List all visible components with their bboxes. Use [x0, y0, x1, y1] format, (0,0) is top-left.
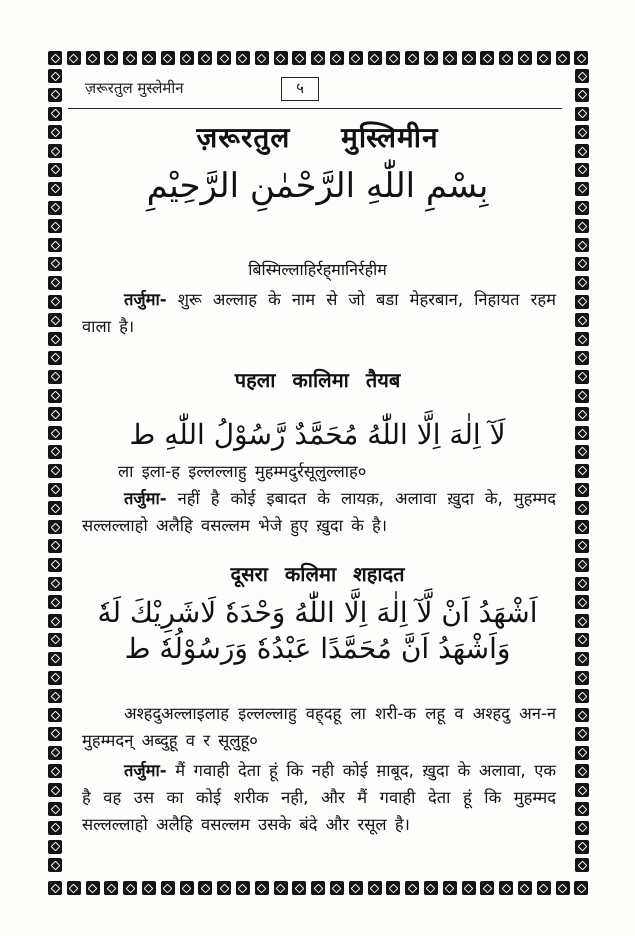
- border-ornament-icon: [140, 49, 159, 68]
- border-ornament-icon: [535, 879, 554, 898]
- border-ornament-icon: [46, 706, 64, 725]
- border-ornament-icon: [46, 49, 65, 68]
- border-ornament-icon: [102, 49, 121, 68]
- border-ornament-icon: [46, 687, 64, 706]
- border-ornament-icon: [46, 217, 64, 236]
- border-ornament-icon: [573, 537, 591, 556]
- border-ornament-icon: [573, 311, 591, 330]
- translation-text: नहीं है कोई इबादत के लायक़, अलावा ख़ुदा के, मुहम्मद सल्लल्लाहो अलैहि वसल्लम भेजे हुए ख़ुदा के है।: [82, 489, 556, 535]
- border-ornament-icon: [159, 879, 178, 898]
- border-ornament-icon: [46, 725, 64, 744]
- border-ornament-icon: [478, 49, 497, 68]
- border-ornament-icon: [309, 879, 328, 898]
- translation-label: तर्जुमा-: [124, 489, 167, 508]
- border-ornament-icon: [253, 49, 272, 68]
- border-ornament-icon: [573, 330, 591, 349]
- border-ornament-icon: [328, 879, 347, 898]
- border-ornament-icon: [573, 349, 591, 368]
- border-ornament-icon: [573, 67, 591, 86]
- kalima-1-translation: [82, 485, 556, 539]
- border-ornament-icon: [46, 349, 64, 368]
- running-head-title: ज़रूरतुल मुस्लेमीन: [85, 79, 184, 97]
- kalima-1-heading: पहला कालिमा तैयब: [234, 368, 401, 392]
- border-ornament-icon: [272, 879, 291, 898]
- border-ornament-icon: [573, 762, 591, 781]
- border-ornament-icon: [46, 781, 64, 800]
- border-ornament-icon: [573, 481, 591, 500]
- border-ornament-icon: [215, 49, 234, 68]
- border-ornament-icon: [46, 462, 64, 481]
- border-ornament-icon: [573, 669, 591, 688]
- border-ornament-icon: [46, 518, 64, 537]
- border-ornament-icon: [178, 879, 197, 898]
- border-ornament-icon: [234, 49, 253, 68]
- border-ornament-icon: [554, 879, 573, 898]
- border-ornament-icon: [573, 499, 591, 518]
- border-ornament-icon: [46, 537, 64, 556]
- border-ornament-icon: [46, 311, 64, 330]
- border-ornament-icon: [234, 879, 253, 898]
- border-ornament-icon: [441, 879, 460, 898]
- border-ornament-icon: [65, 879, 84, 898]
- border-ornament-icon: [366, 49, 385, 68]
- border-ornament-icon: [46, 800, 64, 819]
- border-ornament-icon: [573, 856, 591, 875]
- border-ornament-icon: [572, 879, 591, 898]
- border-ornament-icon: [554, 49, 573, 68]
- bismillah-arabic: بِسْمِ اللّٰهِ الرَّحْمٰنِ الرَّحِيْمِ: [146, 166, 489, 206]
- border-ornament-icon: [572, 49, 591, 68]
- border-ornament-icon: [573, 236, 591, 255]
- border-ornament-icon: [573, 838, 591, 857]
- border-ornament-icon: [102, 879, 121, 898]
- border-ornament-icon: [309, 49, 328, 68]
- border-ornament-icon: [46, 293, 64, 312]
- border-ornament-icon: [573, 781, 591, 800]
- translation-label: तर्जुमा-: [124, 290, 167, 309]
- border-ornament-icon: [460, 879, 479, 898]
- border-ornament-icon: [535, 49, 554, 68]
- border-ornament-icon: [403, 879, 422, 898]
- border-ornament-icon: [422, 49, 441, 68]
- border-ornament-icon: [46, 86, 64, 105]
- kalima-1-arabic: لَآ اِلٰهَ اِلَّا اللّٰهُ مُحَمَّدٌ رَّسُوْلُ اللّٰهِ ط: [129, 418, 506, 451]
- translation-text: शुरू अल्लाह के नाम से जो बडा मेहरबान, निहायत रहम वाला है।: [82, 290, 556, 336]
- border-ornament-icon: [140, 879, 159, 898]
- kalima-2-arabic-line-2: وَاَشْهَدُ اَنَّ مُحَمَّدًا عَبْدُهٗ وَرَسُوْلُهٗ ط: [124, 632, 511, 665]
- bismillah-translation: [82, 286, 556, 340]
- border-ornament-icon: [46, 762, 64, 781]
- border-ornament-icon: [573, 706, 591, 725]
- border-ornament-icon: [196, 49, 215, 68]
- border-ornament-icon: [573, 462, 591, 481]
- page-title: ज़रूरतुल मुस्लिमीन: [196, 121, 439, 154]
- border-ornament-icon: [347, 879, 366, 898]
- border-ornament-icon: [460, 49, 479, 68]
- border-ornament-icon: [46, 856, 64, 875]
- kalima-2-translation: [82, 757, 556, 838]
- border-ornament-icon: [46, 838, 64, 857]
- translation-label: तर्जुमा-: [124, 761, 167, 780]
- border-ornament-icon: [65, 49, 84, 68]
- kalima-2-arabic-line-1: اَشْهَدُ اَنْ لَّآ اِلٰهَ اِلَّا اللّٰهُ وَحْدَهٗ لَاشَرِيْكَ لَهٗ: [97, 596, 538, 629]
- border-ornament-icon: [46, 819, 64, 838]
- border-ornament-icon: [46, 499, 64, 518]
- border-ornament-icon: [290, 879, 309, 898]
- border-ornament-icon: [46, 330, 64, 349]
- kalima-2-heading: दूसरा कलिमा शहादत: [230, 562, 405, 586]
- header-rule: [68, 108, 562, 109]
- border-ornament-icon: [328, 49, 347, 68]
- border-ornament-icon: [478, 879, 497, 898]
- border-ornament-icon: [253, 879, 272, 898]
- border-ornament-icon: [573, 800, 591, 819]
- border-ornament-icon: [290, 49, 309, 68]
- border-ornament-icon: [573, 744, 591, 763]
- border-ornament-icon: [46, 67, 64, 86]
- border-ornament-icon: [121, 879, 140, 898]
- border-ornament-icon: [516, 879, 535, 898]
- bismillah-transliteration: बिस्मिल्लाहिर्रह्‌मानिर्रहीम: [248, 260, 387, 279]
- border-ornament-icon: [497, 49, 516, 68]
- border-ornament-icon: [384, 879, 403, 898]
- border-ornament-icon: [84, 879, 103, 898]
- border-ornament-icon: [516, 49, 535, 68]
- border-ornament-icon: [46, 744, 64, 763]
- page-number-box: ५: [281, 77, 319, 101]
- kalima-1-transliteration: ला इला-ह इल्लल्लाहु मुहम्मदुर्रसूलुल्लाह०: [118, 462, 367, 481]
- border-ornament-icon: [84, 49, 103, 68]
- border-ornament-icon: [573, 86, 591, 105]
- border-ornament-icon: [366, 879, 385, 898]
- border-ornament-icon: [121, 49, 140, 68]
- ornamental-border-bottom: [46, 879, 591, 897]
- border-ornament-icon: [46, 236, 64, 255]
- border-ornament-icon: [422, 879, 441, 898]
- border-ornament-icon: [573, 819, 591, 838]
- border-ornament-icon: [441, 49, 460, 68]
- border-ornament-icon: [46, 481, 64, 500]
- border-ornament-icon: [46, 669, 64, 688]
- translation-text: मैं गवाही देता हूं कि नही कोई म़ाबूद, ख़ुदा के अलावा, एक है वह उस का कोई शरीक नही, और मैं गवाही देता हूं कि मुहम्मद सल्लल्लाहो अलैहि वसल्लम उसके बंदे और रसूल है।: [82, 761, 556, 834]
- border-ornament-icon: [573, 687, 591, 706]
- border-ornament-icon: [573, 217, 591, 236]
- border-ornament-icon: [46, 879, 65, 898]
- border-ornament-icon: [403, 49, 422, 68]
- border-ornament-icon: [573, 293, 591, 312]
- kalima-2-transliteration: अश्हदुअल्लाइलाह इल्लल्लाहु वह्‌दहू ला शरी-क लहू व अश्हदु अन-न मुहम्मदन् अब्दुहू व र सूलुहू०: [82, 704, 556, 750]
- border-ornament-icon: [573, 518, 591, 537]
- border-ornament-icon: [159, 49, 178, 68]
- border-ornament-icon: [272, 49, 291, 68]
- border-ornament-icon: [347, 49, 366, 68]
- ornamental-border-top: [46, 49, 591, 67]
- border-ornament-icon: [196, 879, 215, 898]
- border-ornament-icon: [573, 725, 591, 744]
- border-ornament-icon: [384, 49, 403, 68]
- border-ornament-icon: [178, 49, 197, 68]
- border-ornament-icon: [497, 879, 516, 898]
- border-ornament-icon: [215, 879, 234, 898]
